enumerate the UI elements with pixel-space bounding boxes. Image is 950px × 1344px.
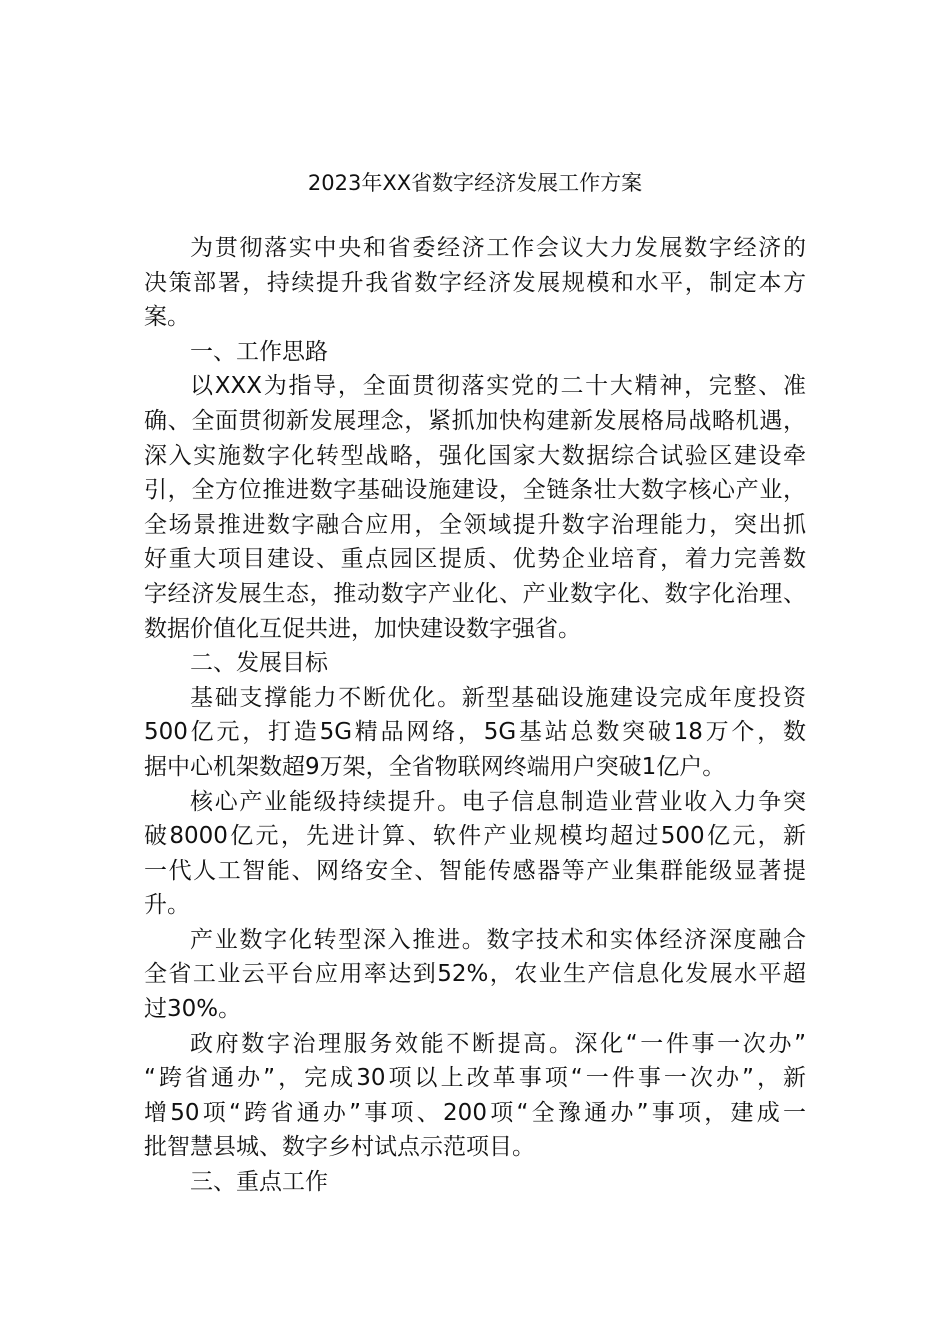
paragraph [144,785,806,923]
document-title: 2023年XX省数字经济发展工作方案 [307,171,643,195]
paragraph-line: 引，全方位推进数字基础设施建设，全链条壮大数字核心产业， [144,477,806,504]
paragraph-line: 确、全面贯彻新发展理念，紧抓加快构建新发展格局战略机遇， [144,407,806,434]
paragraph-line: 案。 [144,304,190,331]
paragraph-line: 批智慧县城、数字乡村试点示范项目。 [144,1134,535,1161]
paragraph-line: 全场景推进数字融合应用，全领域提升数字治理能力，突出抓 [144,511,806,538]
paragraph [144,923,806,1027]
paragraph-line: 字经济发展生态，推动数字产业化、产业数字化、数字化治理、 [144,580,806,607]
paragraph-line: “跨省通办”，完成30项以上改革事项“一件事一次办”，新 [144,1065,806,1092]
section-heading [144,335,806,370]
paragraph-line: 好重大项目建设、重点园区提质、优势企业培育，着力完善数 [144,546,806,573]
paragraph-line: 为贯彻落实中央和省委经济工作会议大力发展数字经济的 [190,235,806,261]
paragraph [144,681,806,785]
paragraph-line: 基础支撑能力不断优化。新型基础设施建设完成年度投资 [190,684,806,711]
paragraph [144,369,806,646]
heading-text: 三、重点工作 [190,1169,328,1196]
paragraph-line: 政府数字治理服务效能不断提高。深化“一件事一次办” [190,1030,806,1057]
paragraph-line: 以XXX为指导，全面贯彻落实党的二十大精神，完整、准 [190,373,806,400]
paragraph-line: 决策部署，持续提升我省数字经济发展规模和水平，制定本方 [144,269,806,296]
paragraph-line: 全省工业云平台应用率达到52%，农业生产信息化发展水平超 [144,961,806,988]
paragraph-line: 破8000亿元，先进计算、软件产业规模均超过500亿元，新 [144,823,806,850]
paragraph-line: 据中心机架数超9万架，全省物联网终端用户突破1亿户。 [144,753,726,780]
paragraph [144,1027,806,1165]
paragraph-line: 增50项“跨省通办”事项、200项“全豫通办”事项，建成一 [144,1099,806,1126]
paragraph-line: 500亿元，打造5G精品网络，5G基站总数突破18万个，数 [144,719,806,746]
paragraph-line: 深入实施数字化转型战略，强化国家大数据综合试验区建设牵 [144,442,806,469]
paragraph-line: 产业数字化转型深入推进。数字技术和实体经济深度融合 [190,926,806,953]
heading-text: 一、工作思路 [190,338,328,365]
document-page [144,0,806,1344]
document-body [144,231,806,1200]
paragraph-line: 核心产业能级持续提升。电子信息制造业营业收入力争突 [190,788,806,815]
paragraph [144,231,806,335]
paragraph-line: 一代人工智能、网络安全、智能传感器等产业集群能级显著提 [144,857,806,884]
section-heading [144,1165,806,1200]
section-heading [144,646,806,681]
paragraph-line: 升。 [144,892,190,919]
heading-text: 二、发展目标 [190,650,328,677]
paragraph-line: 数据价值化互促共进，加快建设数字强省。 [144,615,581,642]
paragraph-line: 过30%。 [144,996,242,1023]
